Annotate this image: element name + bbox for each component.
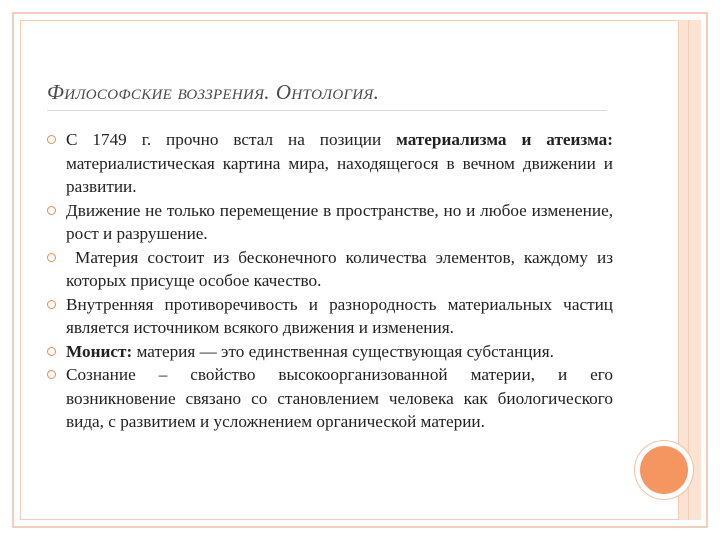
slide-right-band (678, 20, 701, 520)
item-text-pre: С 1749 г. прочно встал на позиции (66, 130, 397, 149)
list-item (47, 128, 613, 199)
list-item (47, 199, 613, 246)
item-text-post: Материя состоит из бесконечного количества элементов, каждому из которых присуще особое качество. (66, 247, 618, 290)
list-item (47, 340, 613, 364)
item-text-post: материалистическая картина мира, находящегося в вечном движении и развитии. (66, 153, 613, 196)
item-text-post: материя — это единственная существующая субстанция. (132, 341, 554, 361)
bullet-icon (47, 370, 56, 379)
bullet-icon (47, 206, 56, 215)
slide-title-main: Философские воззрения. (47, 80, 270, 104)
slide-title-sub: Онтология. (275, 80, 380, 104)
decorative-circle (640, 446, 688, 494)
bullet-icon (47, 135, 56, 144)
item-text-post: Внутренняя противоречивость и разнородность материальных частиц является источником всякого движения и изменения. (66, 294, 613, 337)
bullet-list (47, 128, 618, 434)
list-item (47, 293, 613, 340)
item-text-bold: Монист: (66, 341, 133, 361)
slide-right-band-line (688, 20, 689, 520)
bullet-icon (47, 253, 56, 262)
list-item (47, 363, 613, 434)
item-text-post: Сознание – свойство высокоорганизованной материи, и его возникновение связано со становлением человека как биологического вида, с развитием и усложнением органической материи. (66, 365, 613, 431)
item-text-bold: материализма и атеизма: (396, 130, 613, 149)
bullet-icon (47, 300, 56, 309)
title-divider (47, 110, 607, 111)
item-text-post: Движение не только перемещение в пространстве, но и любое изменение, рост и разрушение. (66, 200, 613, 243)
list-item (47, 246, 618, 293)
bullet-icon (47, 347, 56, 356)
slide-title (47, 80, 647, 105)
